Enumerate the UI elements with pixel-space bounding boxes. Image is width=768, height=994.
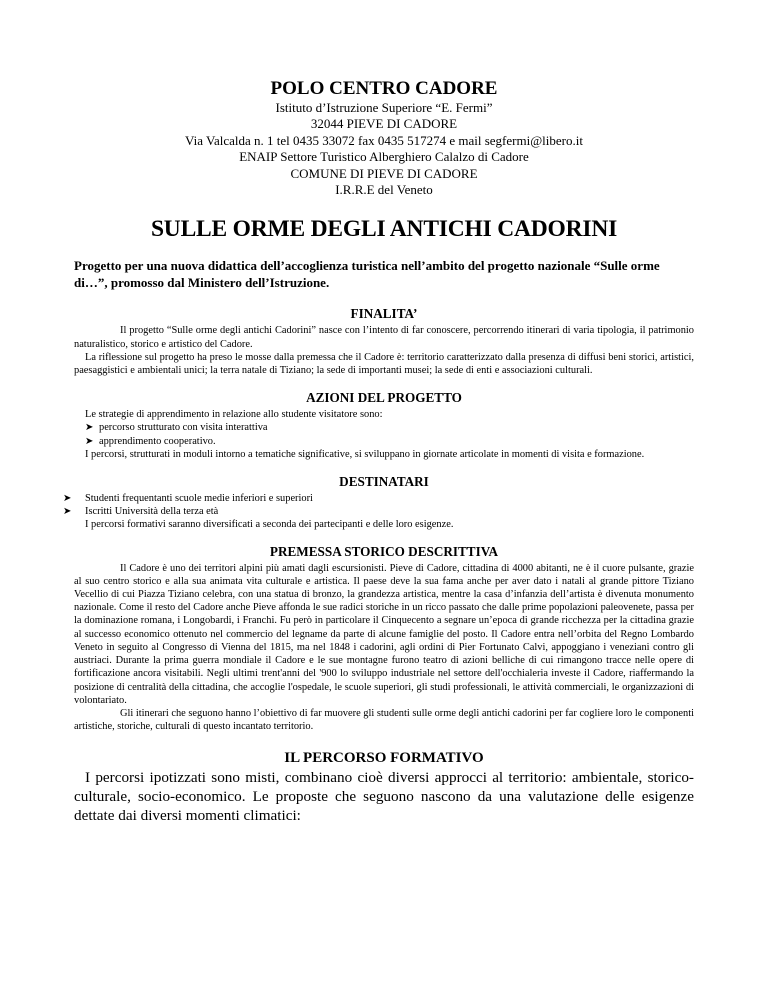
destinatari-paragraph: I percorsi formativi saranno diversificati a seconda dei partecipanti e delle loro esigenze. <box>85 519 454 531</box>
arrowhead-bullet-icon: ➤ <box>85 422 94 434</box>
percorso-paragraph: I percorsi ipotizzati sono misti, combinano cioè diversi approcci al territorio: ambientale, storico-culturale, socio-economico. Le proposte che seguono nascono da una valutazione delle esigenze dettate dai diversi momenti climatici: <box>74 769 694 824</box>
org-name: POLO CENTRO CADORE <box>270 78 498 99</box>
comune-line: COMUNE DI PIEVE DI CADORE <box>290 165 478 181</box>
list-item: ➤ Iscritti Università della terza età <box>63 506 219 518</box>
destinatari-list <box>63 492 694 518</box>
institute-contacts: Via Valcalda n. 1 tel 0435 33072 fax 0435 517274 e mail segfermi@libero.it <box>185 132 583 148</box>
premessa-paragraph-1: Il Cadore è uno dei territori alpini più amati dagli escursionisti. Pieve di Cadore, cittadina di 4000 abitanti, ne è il cuore pulsante, grazie al suo centro storico e alla sua animata vita culturale e artistica. Il paese deve la sua fama anche per aver dato i natali al grande pittore Tiziano Vecellio di cui Piazza Tiziano celebra, con una statua di bronzo, la grandezza artistica, mentre la casa d’infanzia dell’artista è divenuta monumento nazionale. Come il resto del Cadore anche Pieve affonda le sue radici storiche in un ricco passato che dalle prime popolazioni paleovenete, passa per la dominazione romana, i Longobardi, i Franchi. Fu però in particolare il Cinquecento a segnare un’epoca di grande ricchezza per la cittadina grazie al successo economico ottenuto nel commercio del legname da parte di alcune famiglie del posto. Il Cadore entra nell’orbita del Regno Lombardo Veneto in seguito al Congresso di Vienna del 1815, ma nel 1848 i cadorini, agli ordini di Pier Fortunato Calvi, appoggiano i veneziani contro gli austriaci. Durante la prima guerra mondiale il Cadore e le sue montagne furono teatro di azioni belliche di cui rimangono tracce nelle opere di fortificazione ancora visitabili. Negli ultimi trent'anni del '900 lo sviluppo industriale nel settore dell'occhialeria investe il Cadore, riaffermando la posizione di centralità della cittadina, che accoglie l'ospedale, le scuole superiori, gli studi professionali, le attività commerciali, le organizzazioni di volontariato. <box>74 562 694 706</box>
project-intro: Progetto per una nuova didattica dell’accoglienza turistica nell’ambito del progetto nazionale “Sulle orme di…”, promosso dal Ministero dell’Istruzione. <box>74 258 660 291</box>
finalita-paragraph-2: La riflessione sul progetto ha preso le mosse dalla premessa che il Cadore è: territorio caratterizzato dalla presenza di diffusi beni storici, artistici, paesaggistici e ambientali unici; la terra natale di Tiziano; la sede di importanti musei; la sede di enti e associazioni culturali. <box>74 351 694 377</box>
list-item: ➤ apprendimento cooperativo. <box>85 435 216 447</box>
premessa-paragraph-2: Gli itinerari che seguono hanno l’obiettivo di far muovere gli studenti sulle orme degli antichi cadorini per far cogliere loro le componenti artistiche, storiche, culturali di questo incantato territorio. <box>74 707 694 733</box>
section-heading-azioni: AZIONI DEL PROGETTO <box>306 390 462 406</box>
section-heading-finalita: FINALITA’ <box>350 306 418 322</box>
institute-city: 32044 PIEVE DI CADORE <box>310 116 458 132</box>
document-page <box>63 78 694 825</box>
finalita-paragraph-1: Il progetto “Sulle orme degli antichi Cadorini” nasce con l’intento di far conoscere, percorrendo itinerari di varia tipologia, il patrimonio naturalistico, storico e artistico del Cadore. <box>74 325 694 350</box>
list-item: ➤ Studenti frequentanti scuole medie inferiori e superiori <box>63 493 313 505</box>
arrowhead-bullet-icon: ➤ <box>63 506 72 518</box>
azioni-paragraph-2: I percorsi, strutturati in moduli intorno a tematiche significative, si sviluppano in giornate articolate in momenti di visita e formazione. <box>85 448 645 460</box>
list-item: ➤ percorso strutturato con visita interattiva <box>85 422 268 434</box>
section-heading-percorso: IL PERCORSO FORMATIVO <box>284 750 484 767</box>
document-title: SULLE ORME DEGLI ANTICHI CADORINI <box>150 216 618 243</box>
arrowhead-bullet-icon: ➤ <box>85 435 94 447</box>
irre-line: I.R.R.E del Veneto <box>335 182 433 198</box>
section-heading-destinatari: DESTINATARI <box>339 474 429 490</box>
azioni-paragraph-1: Le strategie di apprendimento in relazione allo studente visitatore sono: <box>85 409 383 421</box>
letterhead <box>74 78 694 198</box>
arrowhead-bullet-icon: ➤ <box>63 493 72 505</box>
enaip-line: ENAIP Settore Turistico Alberghiero Calalzo di Cadore <box>239 149 529 165</box>
section-heading-premessa: PREMESSA STORICO DESCRITTIVA <box>269 543 499 559</box>
institute-name: Istituto d’Istruzione Superiore “E. Fermi” <box>275 100 493 115</box>
azioni-list <box>74 421 694 447</box>
